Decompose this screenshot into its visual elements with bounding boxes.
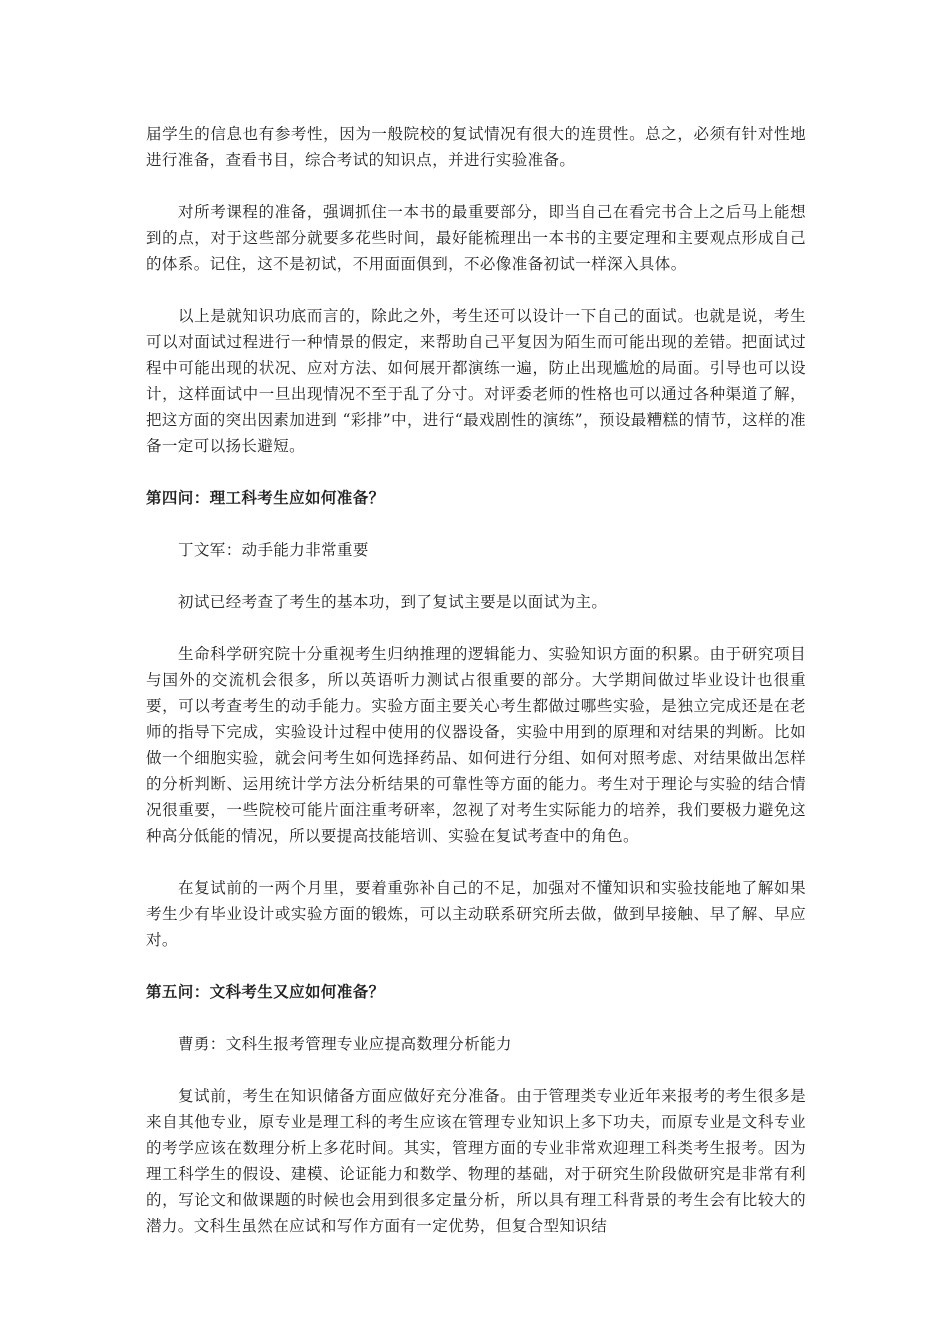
- paragraph-q4-before-retest: 在复试前的一两个月里，要着重弥补自己的不足，加强对不懂知识和实验技能地了解如果考生少有毕业设计或实验方面的锻炼，可以主动联系研究所去做，做到早接触、早了解、早应对。: [146, 879, 806, 949]
- paragraph-course-preparation: 对所考课程的准备，强调抓住一本书的最重要部分，即当自己在看完书合上之后马上能想到的点，对于这些部分就要多花些时间，最好能梳理出一本书的主要定理和主要观点形成自己的体系。记住，这不是初试，不用面面俱到，不必像准备初试一样深入具体。: [146, 203, 806, 273]
- paragraph-q5-knowledge: 复试前，考生在知识储备方面应做好充分准备。由于管理类专业近年来报考的考生很多是来自其他专业，原专业是理工科的考生应该在管理专业知识上多下功夫，而原专业是文科专业的考学应该在数理分析上多花时间。其实，管理方面的专业非常欢迎理工科类考生报考。因为理工科学生的假设、建模、论证能力和数学、物理的基础，对于研究生阶段做研究是非常有利的，写论文和做课题的时候也会用到很多定量分析，所以具有理工科背景的考生会有比较大的潜力。文科生虽然在应试和写作方面有一定优势，但复合型知识结: [146, 1087, 806, 1235]
- paragraph-continued: 届学生的信息也有参考性，因为一般院校的复试情况有很大的连贯性。总之，必须有针对性地进行准备，查看书目，综合考试的知识点，并进行实验准备。: [146, 125, 806, 169]
- section-heading-q5: 第五问：文科考生又应如何准备？: [146, 983, 385, 1001]
- paragraph-interview-design: 以上是就知识功底而言的，除此之外，考生还可以设计一下自己的面试。也就是说，考生可以对面试过程进行一种情景的假定，来帮助自己平复因为陌生而可能出现的差错。把面试过程中可能出现的状况、应对方法、如何展开都演练一遍，防止出现尴尬的局面。引导也可以设计，这样面试中一旦出现情况不至于乱了分寸。对评委老师的性格也可以通过各种渠道了解，把这方面的突出因素加进到 “彩排”中，进行“最戏剧性的演练”，预设最糟糕的情节，这样的准备一定可以扬长避短。: [146, 307, 806, 455]
- speaker-line-q4: 丁文军：动手能力非常重要: [178, 541, 369, 559]
- document-body: [146, 121, 806, 1265]
- speaker-line-q5: 曹勇：文科生报考管理专业应提高数理分析能力: [178, 1035, 512, 1053]
- section-heading-q4: 第四问：理工科考生应如何准备？: [146, 489, 385, 507]
- paragraph-q4-life-sciences: 生命科学研究院十分重视考生归纳推理的逻辑能力、实验知识方面的积累。由于研究项目与国外的交流机会很多，所以英语听力测试占很重要的部分。大学期间做过毕业设计也很重要，可以考查考生的动手能力。实验方面主要关心考生都做过哪些实验，是独立完成还是在老师的指导下完成，实验设计过程中使用的仪器设备，实验中用到的原理和对结果的判断。比如做一个细胞实验，就会问考生如何选择药品、如何进行分组、如何对照考虑、对结果做出怎样的分析判断、运用统计学方法分析结果的可靠性等方面的能力。考生对于理论与实验的结合情况很重要，一些院校可能片面注重考研率，忽视了对考生实际能力的培养，我们要极力避免这种高分低能的情况，所以要提高技能培训、实验在复试考查中的角色。: [146, 645, 806, 845]
- paragraph-q4-intro: 初试已经考查了考生的基本功，到了复试主要是以面试为主。: [178, 593, 608, 611]
